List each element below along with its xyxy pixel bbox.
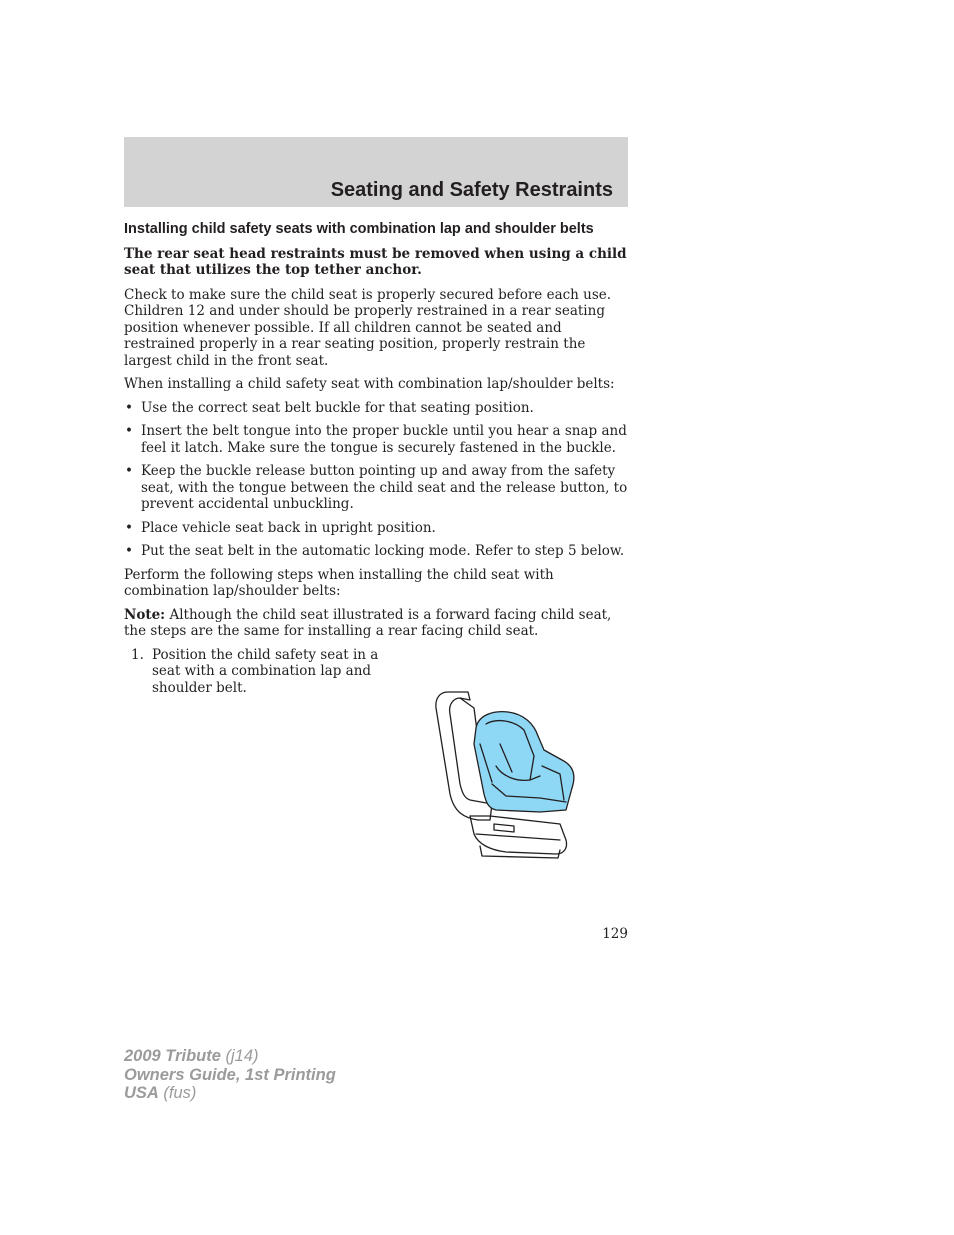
list-item	[124, 423, 628, 456]
section-title: Seating and Safety Restraints	[330, 179, 613, 201]
page-content	[124, 221, 628, 696]
bullet-icon: •	[125, 543, 133, 559]
paragraph-check: Check to make sure the child seat is properly secured before each use. Children 12 and under should be properly restrained in a rear seating position whenever possible. If all children cannot be seated and restrained properly in a rear seating position, properly restrain the largest child in the front seat.	[124, 286, 612, 369]
warning-text: The rear seat head restraints must be removed when using a child seat that utilizes the top tether anchor.	[124, 245, 627, 278]
step-number: 1.	[131, 646, 144, 663]
note-text: Although the child seat illustrated is a forward facing child seat, the steps are the same for installing a rear facing child seat.	[124, 606, 612, 639]
note-label: Note:	[124, 606, 166, 623]
list-item	[124, 400, 628, 417]
page-number: 129	[602, 926, 628, 942]
footer-model: 2009 Tribute	[124, 1047, 221, 1065]
step-text: Position the child safety seat in a seat with a combination lap and shoulder belt.	[152, 646, 379, 696]
subsection-heading: Installing child safety seats with combination lap and shoulder belts	[124, 221, 594, 237]
list-item	[124, 520, 628, 537]
bullet-icon: •	[125, 519, 133, 536]
paragraph-installing: When installing a child safety seat with combination lap/shoulder belts:	[124, 376, 615, 392]
list-item-text: Keep the buckle release button pointing up and away from the safety seat, with the tongue between the child seat and the release button, to prevent accidental unbuckling.	[141, 463, 628, 512]
section-header-band	[124, 137, 628, 207]
list-item-text: Use the correct seat belt buckle for that seating position.	[141, 399, 534, 416]
footer-line-2: Owners Guide, 1st Printing	[124, 1065, 336, 1084]
list-item	[124, 463, 628, 513]
list-item	[124, 543, 628, 560]
bullet-list	[124, 400, 628, 560]
list-item-text: Put the seat belt in the automatic locking mode. Refer to step 5 below.	[141, 543, 625, 559]
step-1	[124, 647, 402, 697]
footer-line-3	[124, 1084, 336, 1103]
footer-line-1	[124, 1047, 336, 1066]
bullet-icon: •	[125, 463, 133, 479]
document-footer	[124, 1047, 336, 1103]
bullet-icon: •	[125, 399, 133, 416]
footer-model-code: (j14)	[220, 1047, 259, 1065]
child-seat-illustration-icon	[430, 684, 580, 862]
bullet-icon: •	[125, 423, 133, 439]
list-item-text: Insert the belt tongue into the proper buckle until you hear a snap and feel it latch. Make sure the tongue is securely fastened in the buckle.	[141, 423, 627, 456]
note-paragraph	[124, 607, 628, 640]
footer-market-code: (fus)	[158, 1084, 197, 1102]
paragraph-steps-intro: Perform the following steps when installing the child seat with combination lap/shoulder belts:	[124, 566, 554, 599]
list-item-text: Place vehicle seat back in upright position.	[141, 519, 436, 536]
footer-market: USA	[124, 1084, 159, 1102]
